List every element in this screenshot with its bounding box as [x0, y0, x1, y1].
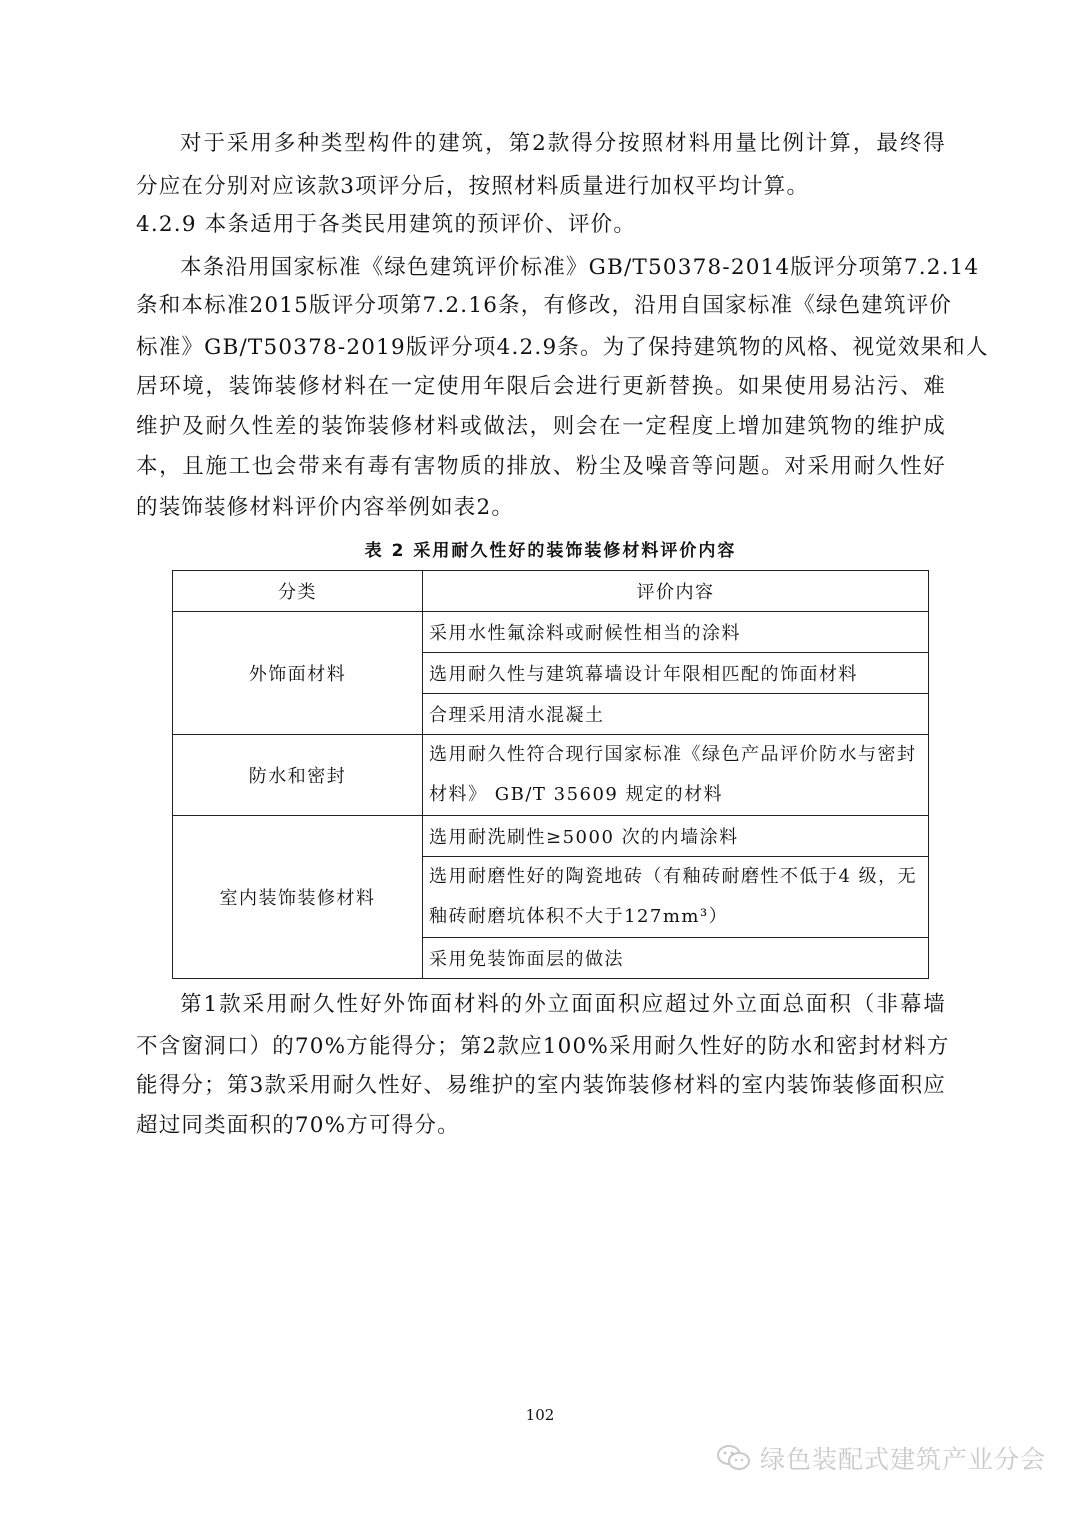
paragraph-line: 不含窗洞口）的70%方能得分；第2款应100%采用耐久性好的防水和密封材料方	[136, 1034, 950, 1059]
table-header-category: 分类	[173, 571, 423, 612]
watermark-text: 绿色装配式建筑产业分会	[759, 1445, 1046, 1474]
watermark	[716, 1440, 1046, 1476]
page-number: 102	[525, 1406, 555, 1424]
table-header-row	[173, 571, 929, 612]
table-row	[173, 612, 929, 653]
table-category: 外饰面材料	[173, 612, 423, 735]
evaluation-table	[172, 570, 929, 979]
table-cell: 采用水性氟涂料或耐候性相当的涂料	[423, 612, 929, 653]
table-cell: 选用耐久性符合现行国家标准《绿色产品评价防水与密封材料》 GB/T 35609 规定的材料	[423, 735, 929, 816]
table-header-content: 评价内容	[423, 571, 929, 612]
paragraph-line: 对于采用多种类型构件的建筑，第2款得分按照材料用量比例计算，最终得	[180, 131, 946, 156]
paragraph-line: 居环境，装饰装修材料在一定使用年限后会进行更新替换。如果使用易沾污、难	[136, 374, 946, 399]
table-category: 室内装饰装修材料	[173, 816, 423, 979]
table-cell: 选用耐久性与建筑幕墙设计年限相匹配的饰面材料	[423, 653, 929, 694]
paragraph-line: 标准》GB/T50378-2019版评分项4.2.9条。为了保持建筑物的风格、视觉效果和人	[136, 335, 989, 360]
paragraph-line: 的装饰装修材料评价内容举例如表2。	[136, 495, 515, 520]
paragraph-line: 本，且施工也会带来有毒有害物质的排放、粉尘及噪音等问题。对采用耐久性好	[136, 454, 946, 479]
wechat-icon	[716, 1443, 752, 1473]
paragraph-line: 维护及耐久性差的装饰装修材料或做法，则会在一定程度上增加建筑物的维护成	[136, 414, 946, 439]
table-row	[173, 735, 929, 816]
section-heading: 4.2.9 本条适用于各类民用建筑的预评价、评价。	[136, 212, 637, 237]
paragraph-line: 能得分；第3款采用耐久性好、易维护的室内装饰装修材料的室内装饰装修面积应	[136, 1073, 946, 1098]
table-cell: 合理采用清水混凝土	[423, 694, 929, 735]
table-caption: 表 2 采用耐久性好的装饰装修材料评价内容	[364, 541, 737, 561]
paragraph-line: 本条沿用国家标准《绿色建筑评价标准》GB/T50378-2014版评分项第7.2.14	[180, 255, 980, 280]
table-cell: 选用耐洗刷性≥5000 次的内墙涂料	[423, 816, 929, 857]
paragraph-line: 第1款采用耐久性好外饰面材料的外立面面积应超过外立面总面积（非幕墙	[180, 992, 946, 1017]
table-row	[173, 816, 929, 857]
paragraph-line: 超过同类面积的70%方可得分。	[136, 1113, 460, 1138]
paragraph-line: 分应在分别对应该款3项评分后，按照材料质量进行加权平均计算。	[136, 174, 810, 199]
paragraph-line: 条和本标准2015版评分项第7.2.16条，有修改，沿用自国家标准《绿色建筑评价	[136, 293, 953, 318]
table-cell: 选用耐磨性好的陶瓷地砖（有釉砖耐磨性不低于4 级，无釉砖耐磨坑体积不大于127mm³）	[423, 857, 929, 938]
table-cell: 采用免装饰面层的做法	[423, 938, 929, 979]
table-category: 防水和密封	[173, 735, 423, 816]
